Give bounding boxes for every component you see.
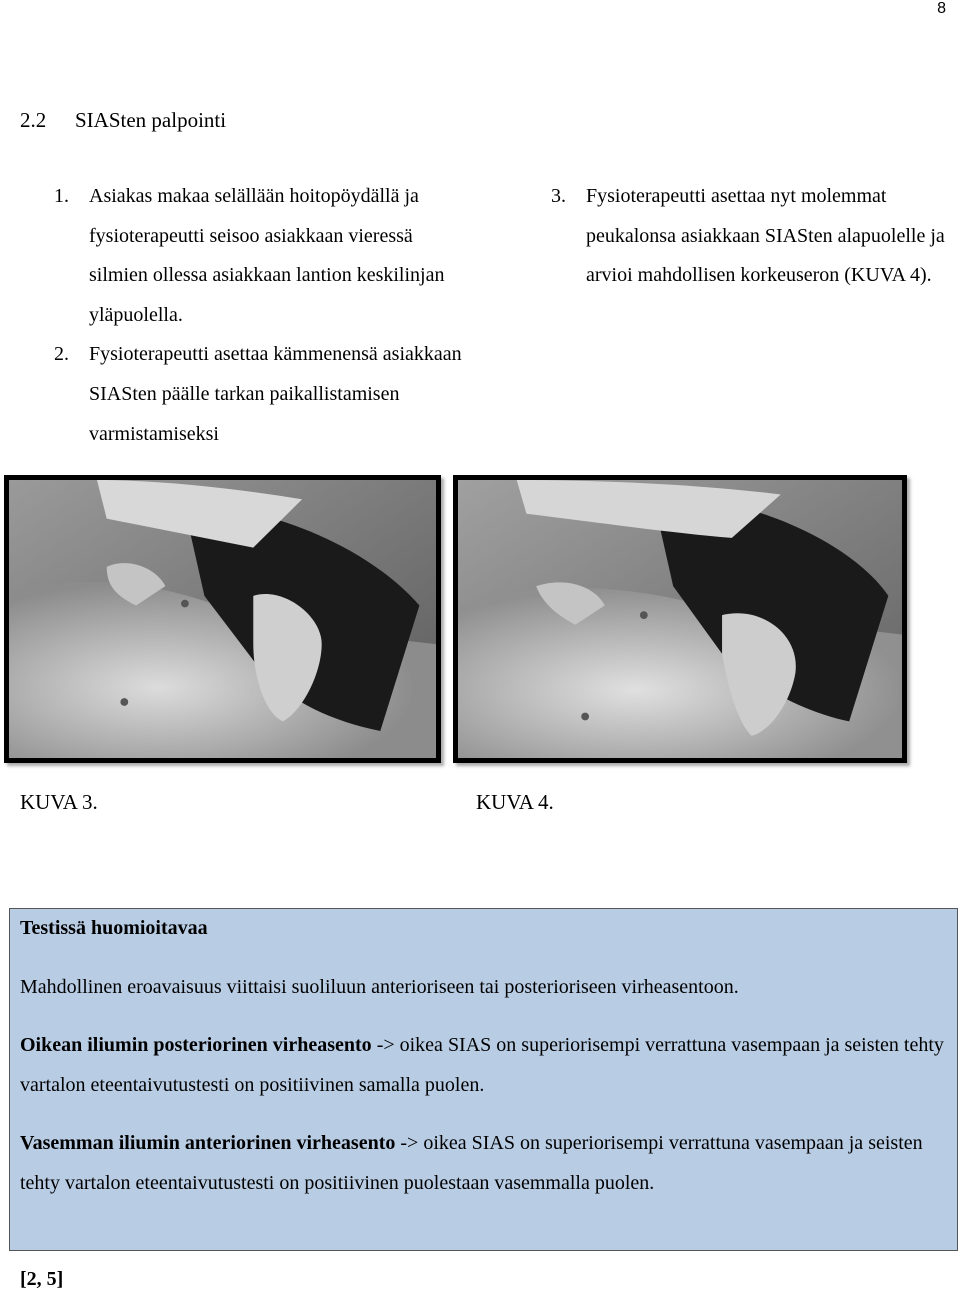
- section-number: 2.2: [20, 108, 47, 132]
- steps-right-column: [551, 177, 951, 296]
- step-number: 2.: [54, 343, 69, 366]
- step-text: Asiakas makaa selällään hoitopöydällä ja fysioterapeutti seisoo asiakkaan vieressä silmien ollessa asiakkaan lantion keskilinjan yläpuolella.: [89, 185, 445, 326]
- note-case-2-heading: Vasemman iliumin anteriorinen virheasento: [20, 1132, 396, 1155]
- figure-caption-kuva-4: KUVA 4.: [476, 790, 554, 814]
- section-title: SIASten palpointi: [75, 108, 227, 132]
- figure-kuva-3-photo: [4, 475, 441, 763]
- note-case-2: [20, 1124, 947, 1203]
- note-case-2-text: -> oikea SIAS on superiorisempi verrattuna vasempaan ja seisten tehty vartalon eteentaivutustesti on positiivinen puolestaan vasemmalla puolen.: [20, 1132, 923, 1194]
- steps-left-column: [54, 177, 474, 454]
- step-item: [54, 177, 474, 335]
- step-number: 3.: [551, 185, 566, 207]
- note-intro: Mahdollinen eroavaisuus viittaisi suoliluun anterioriseen tai posterioriseen virheasentoon.: [20, 975, 739, 998]
- figure-caption-kuva-3: KUVA 3.: [20, 790, 98, 814]
- palpation-photo-placeholder: [458, 480, 902, 758]
- note-case-1: [20, 1026, 947, 1105]
- palpation-photo-placeholder: [9, 480, 436, 758]
- figure-kuva-4-photo: [453, 475, 907, 763]
- note-title: Testissä huomioitavaa: [20, 917, 208, 939]
- page-number: 8: [937, 0, 946, 17]
- note-case-1-heading: Oikean iliumin posteriorinen virheasento: [20, 1034, 372, 1057]
- step-text: Fysioterapeutti asettaa nyt molemmat peukalonsa asiakkaan SIASten alapuolelle ja arvioi mahdollisen korkeuseron (KUVA 4).: [586, 185, 945, 287]
- step-item: [551, 177, 951, 296]
- step-text: Fysioterapeutti asettaa kämmenensä asiakkaan SIASten päälle tarkan paikallistamisen varmistamiseksi: [89, 343, 462, 445]
- note-box: [9, 908, 958, 1251]
- section-heading: [20, 108, 226, 133]
- note-case-1-text: -> oikea SIAS on superiorisempi verrattuna vasempaan ja seisten tehty vartalon eteentaivutustesti on positiivinen samalla puolen.: [20, 1034, 944, 1096]
- step-number: 1.: [54, 185, 69, 207]
- references: [2, 5]: [20, 1268, 64, 1290]
- step-item: [54, 335, 474, 454]
